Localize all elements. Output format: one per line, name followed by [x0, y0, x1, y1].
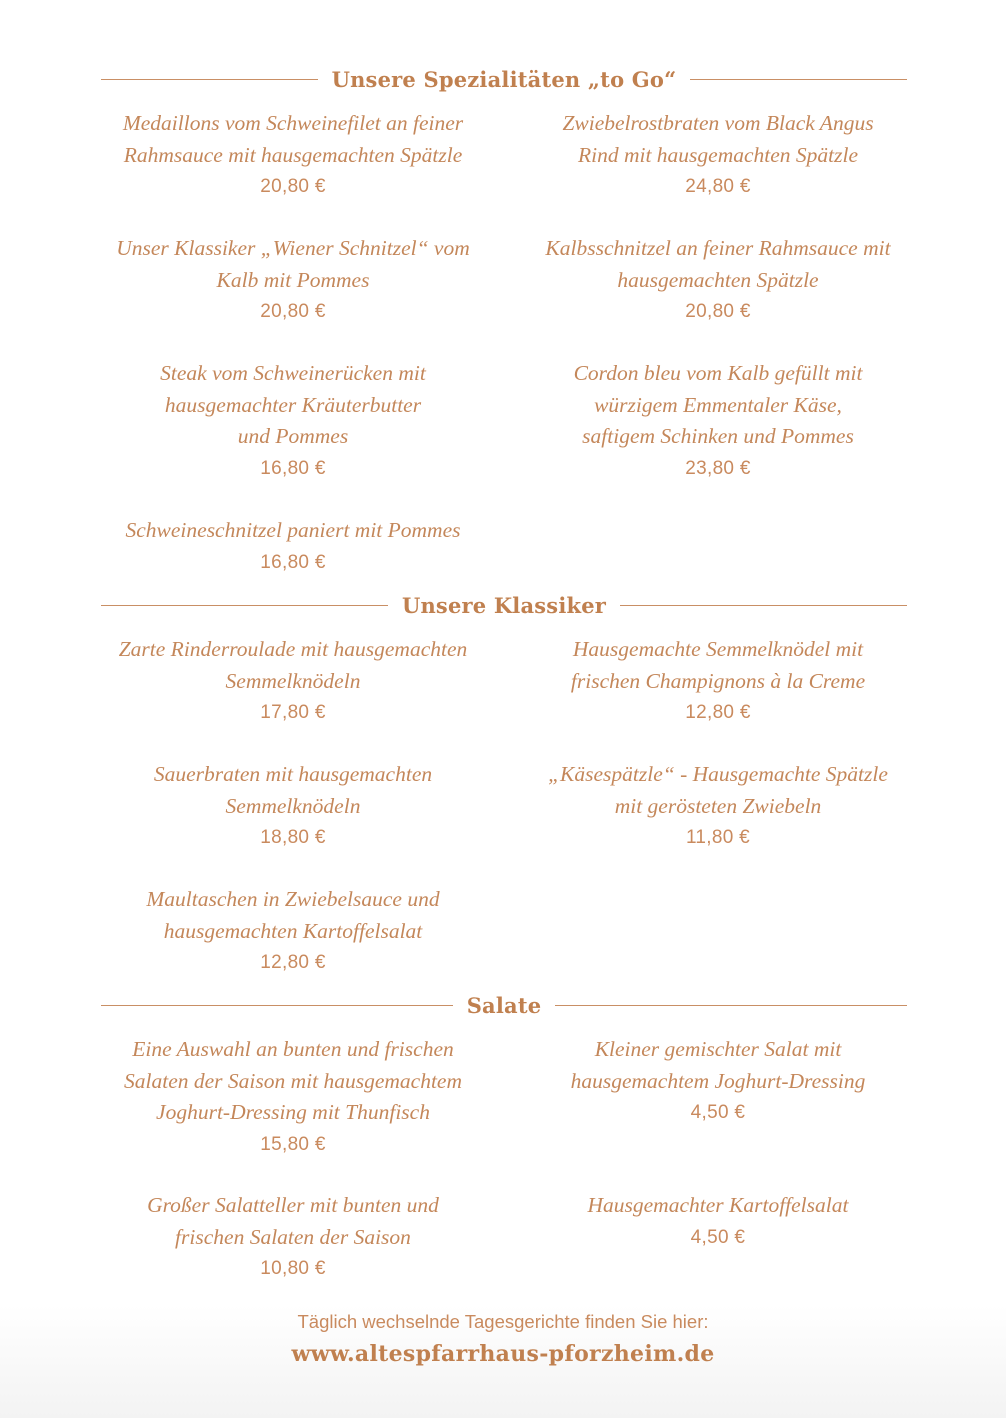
- dish-name: Hausgemachte Semmelknödel mit frischen Champignons à la Creme: [570, 637, 866, 693]
- dish-price: 20,80 €: [685, 301, 751, 322]
- dish-name: Zarte Rinderroulade mit hausgemachten Semmelknödeln: [118, 637, 468, 693]
- divider-rule: [620, 605, 907, 606]
- dish-name: Unser Klassiker „Wiener Schnitzel“ vom Kalb mit Pommes: [116, 236, 470, 292]
- dish-price: 24,80 €: [685, 176, 751, 197]
- website-link[interactable]: www.altespfarrhaus-pforzheim.de: [291, 1341, 715, 1367]
- menu-item: [518, 1034, 918, 1128]
- dish-price: 23,80 €: [685, 457, 751, 479]
- dish-name: Kalbsschnitzel an feiner Rahmsauce mit hausgemachten Spätzle: [545, 236, 891, 292]
- menu-item: [93, 515, 493, 578]
- dish-name: Steak vom Schweinerücken mit hausgemachter Kräuterbutter und Pommes: [160, 361, 426, 448]
- dish-price: 4,50 €: [690, 1226, 746, 1248]
- dish-name: Maultaschen in Zwiebelsauce und hausgemachten Kartoffelsalat: [146, 887, 440, 943]
- divider-rule: [101, 605, 388, 606]
- divider-rule: [555, 1005, 907, 1006]
- dish-price: 12,80 €: [260, 952, 326, 973]
- dish-price: 17,80 €: [260, 702, 326, 723]
- dish-price: 18,80 €: [260, 827, 326, 848]
- dish-name: Schweineschnitzel paniert mit Pommes: [125, 518, 461, 542]
- dish-name: Großer Salatteller mit bunten und frischen Salaten der Saison: [147, 1193, 439, 1249]
- dish-name: Kleiner gemischter Salat mit hausgemachtem Joghurt-Dressing: [570, 1037, 866, 1093]
- dish-name: Sauerbraten mit hausgemachten Semmelknödeln: [153, 762, 433, 818]
- menu-item: [518, 233, 918, 327]
- footer-note: Täglich wechselnde Tagesgerichte finden Sie hier:: [297, 1311, 709, 1332]
- section-header-classics: [101, 590, 907, 620]
- dish-name: „Käsespätzle“ - Hausgemachte Spätzle mit gerösteten Zwiebeln: [548, 762, 888, 818]
- menu-item: [518, 634, 918, 728]
- dish-name: Eine Auswahl an bunten und frischen Salaten der Saison mit hausgemachtem Joghurt-Dressing mit Thunfisch: [124, 1037, 462, 1124]
- dish-name: Zwiebelrostbraten vom Black Angus Rind mit hausgemachten Spätzle: [562, 111, 874, 167]
- dish-price: 12,80 €: [685, 702, 751, 723]
- dish-price: 20,80 €: [260, 301, 326, 322]
- dish-price: 20,80 €: [260, 176, 326, 197]
- section-title: Salate: [466, 992, 542, 1018]
- divider-rule: [690, 79, 907, 80]
- menu-item: [93, 108, 493, 202]
- dish-price: 16,80 €: [260, 551, 326, 573]
- menu-item: [518, 1190, 918, 1253]
- menu-item: [93, 759, 493, 853]
- dish-name: Hausgemachter Kartoffelsalat: [587, 1193, 849, 1217]
- menu-item: [93, 1190, 493, 1284]
- dish-price: 16,80 €: [260, 457, 326, 479]
- section-title: Unsere Klassiker: [401, 592, 607, 618]
- menu-item: [93, 233, 493, 327]
- menu-item: [93, 1034, 493, 1160]
- menu-item: [93, 884, 493, 978]
- dish-price: 11,80 €: [685, 827, 751, 848]
- divider-rule: [101, 1005, 453, 1006]
- dish-name: Medaillons vom Schweinefilet an feiner Rahmsauce mit hausgemachten Spätzle: [122, 111, 464, 167]
- divider-rule: [101, 79, 318, 80]
- dish-price: 15,80 €: [260, 1133, 326, 1155]
- menu-item: [518, 108, 918, 202]
- menu-item: [93, 358, 493, 484]
- dish-price: 10,80 €: [260, 1258, 326, 1279]
- section-header-salads: [101, 990, 907, 1020]
- menu-item: [93, 634, 493, 728]
- menu-item: [518, 759, 918, 853]
- dish-price: 4,50 €: [690, 1102, 746, 1123]
- section-header-specialties: [101, 64, 907, 94]
- menu-item: [518, 358, 918, 484]
- section-title: Unsere Spezialitäten „to Go“: [331, 66, 677, 92]
- dish-name: Cordon bleu vom Kalb gefüllt mit würzigem Emmentaler Käse, saftigem Schinken und Pommes: [573, 361, 863, 448]
